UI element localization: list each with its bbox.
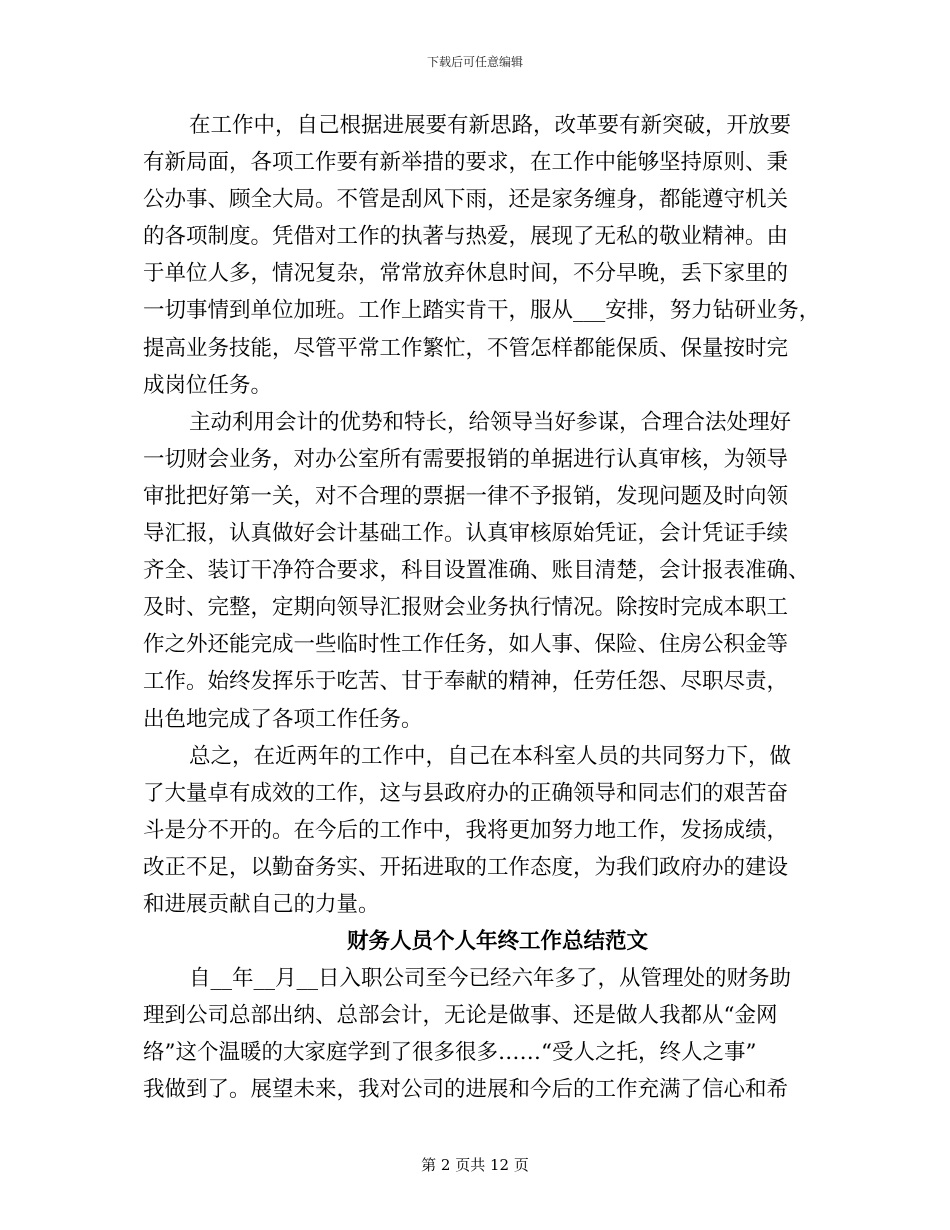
paragraph-line: 我做到了。展望未来，我对公司的进展和今后的工作充满了信心和希 — [143, 1077, 789, 1103]
paragraph-line: 和进展贡献自己的力量。 — [143, 891, 380, 917]
paragraph-2 — [143, 404, 843, 738]
paragraph-line: 一切财会业务，对办公室所有需要报销的单据进行认真审核，为领导 — [143, 446, 789, 472]
paragraph-line: 有新局面，各项工作要有新举措的要求，在工作中能够坚持原则、秉 — [143, 150, 789, 176]
document-body — [143, 107, 843, 1109]
paragraph-line: 导汇报，认真做好会计基础工作。认真审核原始凭证，会计凭证手续 — [143, 521, 789, 547]
paragraph-line: 了大量卓有成效的工作，这与县政府办的正确领导和同志们的艰苦奋 — [143, 780, 789, 806]
paragraph-line: 出色地完成了各项工作任务。 — [143, 706, 423, 732]
paragraph-line: 作之外还能完成一些临时性工作任务，如人事、保险、住房公积金等 — [143, 632, 789, 658]
paragraph-line: 审批把好第一关，对不合理的票据一律不予报销，发现问题及时向领 — [143, 483, 789, 509]
paragraph-line: 工作。始终发挥乐于吃苦、甘于奉献的精神，任劳任怨、尽职尽责， — [143, 669, 789, 695]
paragraph-line: 一切事情到单位加班。工作上踏实肯干，服从___安排，努力钻研业务， — [143, 298, 821, 324]
paragraph-line: 总之，在近两年的工作中，自己在本科室人员的共同努力下，做 — [189, 743, 792, 769]
paragraph-1 — [143, 107, 843, 404]
paragraph-line: 齐全、装订干净符合要求，科目设置准确、账目清楚，会计报表准确、 — [143, 558, 810, 584]
paragraph-line: 于单位人多，情况复杂，常常放弃休息时间，不分早晚，丢下家里的 — [143, 261, 789, 287]
page-number: 第 2 页共 12 页 — [421, 1156, 529, 1174]
paragraph-line: 斗是分不开的。在今后的工作中，我将更加努力地工作，发扬成绩， — [143, 817, 789, 843]
paragraph-3 — [143, 738, 843, 923]
paragraph-line: 络”这个温暖的大家庭学到了很多很多……“受人之托，终人之事” — [143, 1040, 757, 1066]
page-header: 下载后可任意编辑 — [426, 55, 523, 69]
paragraph-line: 的各项制度。凭借对工作的执著与热爱，展现了无私的敬业精神。由 — [143, 224, 789, 250]
paragraph-4 — [143, 960, 843, 1108]
paragraph-line: 及时、完整，定期向领导汇报财会业务执行情况。除按时完成本职工 — [143, 595, 789, 621]
paragraph-line: 在工作中，自己根据进展要有新思路，改革要有新突破，开放要 — [189, 113, 792, 138]
paragraph-line: 自__年__月__日入职公司至今已经六年多了，从管理处的财务助 — [189, 966, 792, 992]
paragraph-line: 改正不足，以勤奋务实、开拓进取的工作态度，为我们政府办的建设 — [143, 854, 789, 880]
paragraph-line: 主动利用会计的优势和特长，给领导当好参谋，合理合法处理好 — [189, 409, 792, 435]
paragraph-line: 公办事、顾全大局。不管是刮风下雨，还是家务缠身，都能遵守机关 — [143, 187, 789, 213]
paragraph-line: 提高业务技能，尽管平常工作繁忙，不管怎样都能保质、保量按时完 — [143, 335, 789, 361]
paragraph-line: 成岗位任务。 — [143, 372, 273, 398]
section-heading: 财务人员个人年终工作总结范文 — [347, 929, 649, 955]
paragraph-line: 理到公司总部出纳、总部会计，无论是做事、还是做人我都从“金网 — [143, 1003, 778, 1029]
